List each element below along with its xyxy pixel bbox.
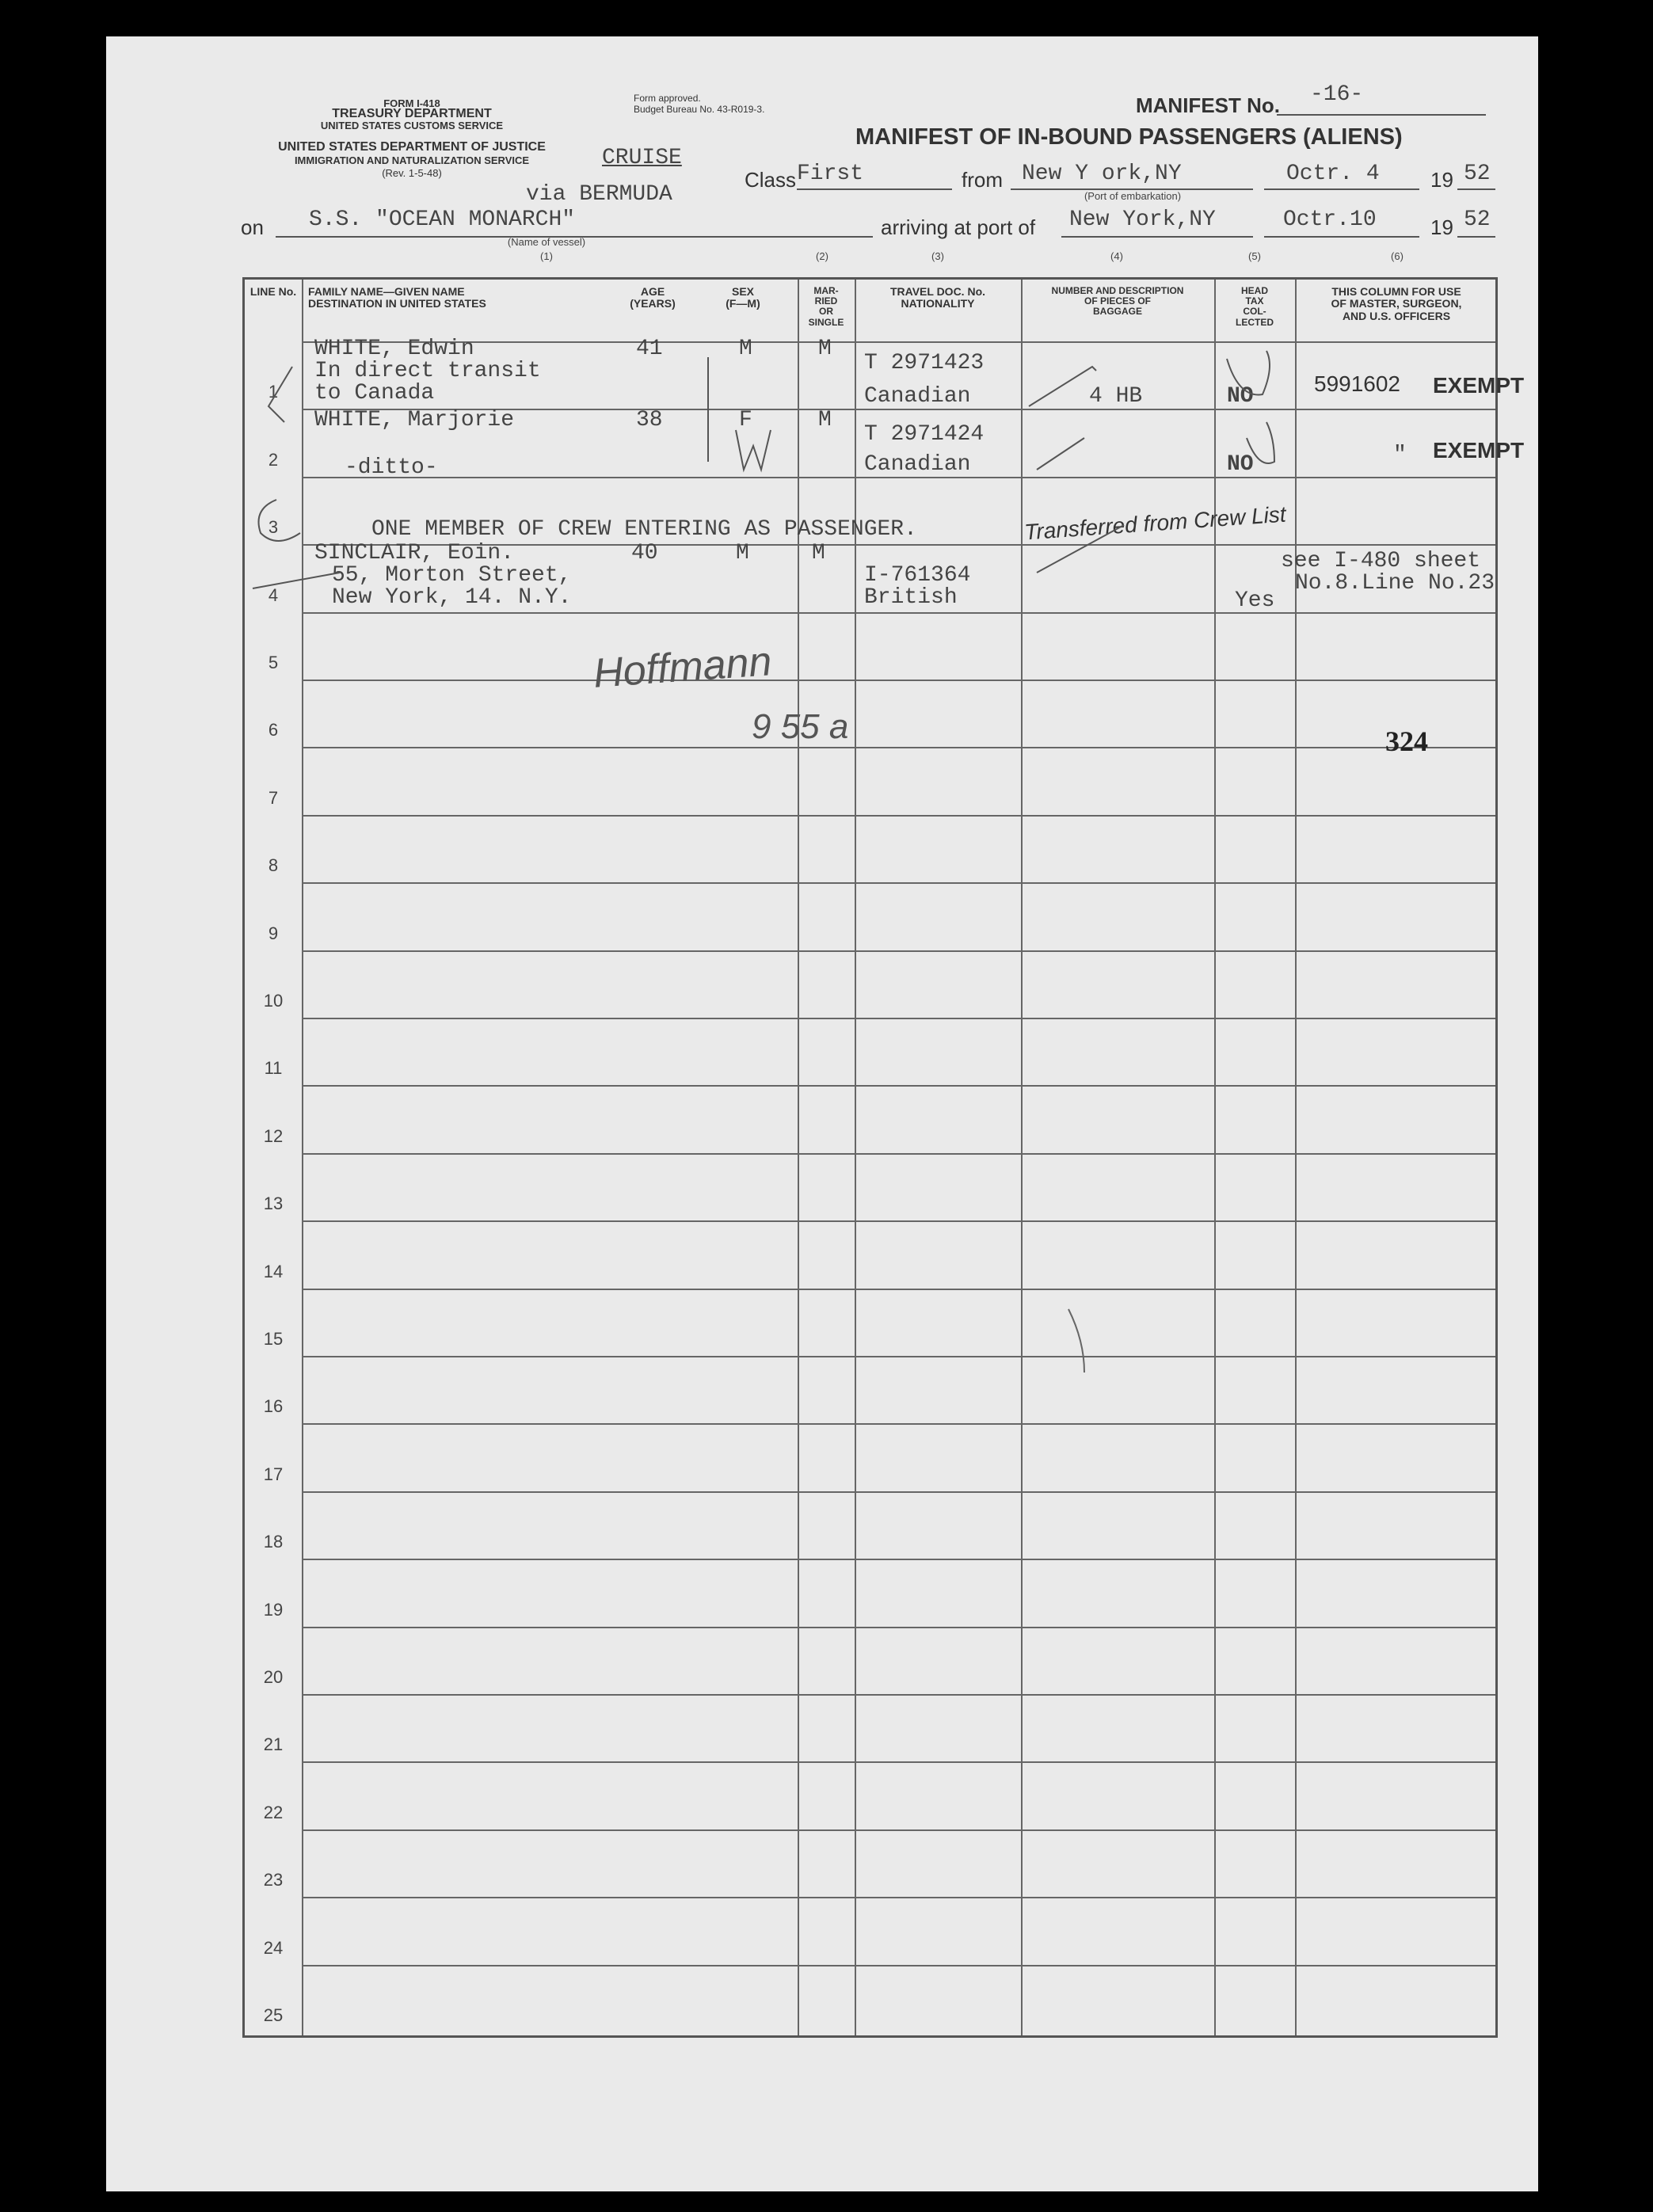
row-number: 8 [268,855,279,876]
col-divider [855,280,856,2035]
col-num-3: (3) [931,250,944,262]
depart-year-prefix: 19 [1430,168,1453,192]
p4-married: M [812,541,825,565]
p1-sex: M [739,337,752,361]
col-num-5: (5) [1248,250,1261,262]
on-label: on [241,215,264,239]
arrival-port: New York,NY [1069,207,1216,232]
row-divider [302,950,1495,952]
p4-officer-note-2: No.8.Line No.23 [1295,571,1495,596]
p2-name: WHITE, Marjorie [314,408,515,432]
row-divider [302,1085,1495,1087]
class-line [797,188,952,190]
crew-note: ONE MEMBER OF CREW ENTERING AS PASSENGER. [371,517,917,542]
row-divider [302,1694,1495,1696]
row-number: 18 [263,1532,284,1552]
row-divider [302,477,1495,478]
customs-service: UNITED STATES CUSTOMS SERVICE [320,120,504,131]
row-divider [302,1289,1495,1290]
row-divider [302,1897,1495,1898]
col-divider [302,280,303,2035]
p4-officer-note-1: see I-480 sheet [1281,549,1481,573]
page-stamp-number: 324 [1385,725,1428,757]
row-divider [302,815,1495,817]
depart-year-line [1457,188,1495,190]
row-number: 23 [263,1870,284,1890]
p1-exempt-stamp: EXEMPT [1433,373,1525,398]
departure-year: 52 [1464,162,1491,186]
row-number: 2 [268,449,279,470]
col-num-1: (1) [540,250,553,262]
arrival-date: Octr.10 [1283,207,1377,232]
col-header-married: MAR- RIED OR SINGLE [808,285,844,328]
row-divider [302,1559,1495,1560]
revision: (Rev. 1-5-48) [382,167,442,179]
row-number: 10 [263,991,284,1011]
col-num-4: (4) [1110,250,1123,262]
col-header-travel-doc: TRAVEL DOC. No. NATIONALITY [889,285,986,310]
p1-baggage: 4 HB [1089,384,1143,409]
p1-married: M [818,337,832,361]
p1-nationality: Canadian [864,384,971,409]
officer-signature: Hoffmann [592,638,774,697]
row-divider [302,341,1495,343]
p4-address-1: 55, Morton Street, [332,563,572,588]
row-number: 17 [263,1464,284,1484]
signature-time: 9 55 a [752,707,849,746]
arrival-year: 52 [1464,207,1491,232]
col-num-2: (2) [816,250,828,262]
passenger-table [242,277,1525,2038]
col-divider [1214,280,1216,2035]
via-route: via BERMUDA [526,182,672,207]
arrival-year-line [1457,236,1495,238]
col-header-age: AGE (YEARS) [630,285,676,310]
approval-note: Form approved. [634,93,701,104]
row-divider [302,1356,1495,1357]
ins-service: IMMIGRATION AND NATURALIZATION SERVICE [294,154,530,166]
manifest-no-line [1277,114,1486,116]
row-number: 14 [263,1261,284,1281]
row-number: 7 [268,787,279,808]
row-divider [302,747,1495,748]
p4-name: SINCLAIR, Eoin. [314,541,515,565]
col-num-6: (6) [1391,250,1404,262]
row-number: 25 [263,2005,284,2025]
class-value: First [797,162,864,186]
sex-w-mark [736,430,771,470]
baggage-check-1 [1029,367,1096,406]
p2-head-tax: NO [1227,452,1254,477]
col-header-line: LINE No. [249,285,297,298]
col-divider [1295,280,1297,2035]
row-divider [302,1829,1495,1831]
row-number: 13 [263,1194,284,1214]
row-divider [302,1153,1495,1155]
arrival-year-prefix: 19 [1430,215,1453,239]
p4-address-2: New York, 14. N.Y. [332,585,572,610]
row-number: 1 [268,382,279,402]
col-divider [1021,280,1023,2035]
p2-exempt-stamp: EXEMPT [1433,438,1525,463]
row-divider [302,1965,1495,1966]
p1-name: WHITE, Edwin [314,337,474,361]
row-number: 19 [263,1599,284,1620]
class-label: Class [745,168,797,192]
row-number: 5 [268,653,279,672]
form-number: FORM I-418 [383,97,440,109]
row-number: 6 [268,720,279,741]
manifest-label: MANIFEST No. [1136,93,1280,117]
arrival-port-line [1061,236,1253,238]
embarkation-port: New Y ork,NY [1022,162,1182,186]
p2-travel-doc: T 2971424 [864,422,985,447]
from-label: from [962,168,1003,192]
baggage-check-2 [1037,438,1084,470]
arrival-date-line [1264,236,1419,238]
row-divider [302,1761,1495,1763]
budget-bureau: Budget Bureau No. 43-R019-3. [634,104,765,115]
row-divider [302,1018,1495,1019]
vessel-note: (Name of vessel) [507,236,586,248]
treasury-dept: TREASURY DEPARTMENT [332,107,492,120]
row-number: 4 [268,584,279,605]
row-number: 20 [263,1667,284,1687]
p2-married: M [818,408,832,432]
row-number: 22 [263,1802,284,1822]
p1-head-tax: NO [1227,384,1254,409]
justice-dept: UNITED STATES DEPARTMENT OF JUSTICE [278,140,546,154]
row-divider [302,1627,1495,1628]
row-number: 11 [264,1058,283,1079]
row-divider [302,612,1495,614]
p1-destination-1: In direct transit [314,359,541,383]
arriving-label: arriving at port of [881,215,1036,239]
row-number: 24 [263,1937,284,1958]
row-number: 16 [263,1396,284,1417]
p2-destination: -ditto- [345,455,438,480]
depart-date-line [1264,188,1419,190]
vessel-name: S.S. "OCEAN MONARCH" [309,207,576,232]
p2-sex: F [739,408,752,432]
row-divider [302,1491,1495,1493]
row-number: 9 [268,923,279,943]
manifest-number: -16- [1310,82,1364,107]
p1-destination-2: to Canada [314,381,435,405]
col-header-officers: THIS COLUMN FOR USE OF MASTER, SURGEON, AND U.S. OFFICERS [1331,285,1462,322]
p1-travel-doc: T 2971423 [864,351,985,375]
p4-age: 40 [631,541,658,565]
col-header-sex: SEX (F—M) [726,285,760,310]
p1-officer-number: 5991602 [1314,371,1401,396]
p2-nationality: Canadian [864,452,971,477]
col-header-baggage: NUMBER AND DESCRIPTION OF PIECES OF BAGGAGE [1051,285,1184,318]
departure-date: Octr. 4 [1286,162,1380,186]
row-number: 12 [263,1125,284,1146]
p4-travel-doc: I-761364 [864,563,971,588]
stray-mark [1068,1309,1084,1373]
col-header-head-tax: HEAD TAX COL- LECTED [1236,285,1274,328]
manifest-title: MANIFEST OF IN-BOUND PASSENGERS (ALIENS) [855,124,1403,150]
port-note: (Port of embarkation) [1084,190,1182,202]
row-divider [302,1423,1495,1425]
row-number: 15 [263,1329,284,1349]
row-divider [302,680,1495,681]
p4-nationality: British [864,585,958,610]
p2-age: 38 [636,408,663,432]
col-divider [798,280,799,2035]
row-number: 3 [268,517,279,538]
p1-age: 41 [636,337,663,361]
crew-handwritten-note: Transferred from Crew List [1023,501,1287,545]
p2-officer-ditto: " [1393,443,1407,467]
row-number: 21 [263,1734,284,1755]
row-divider [302,882,1495,884]
row-divider [302,1220,1495,1222]
p4-sex: M [736,541,749,565]
cruise-label: CRUISE [602,146,682,170]
col-header-name: FAMILY NAME—GIVEN NAME DESTINATION IN UNITED STATES [308,285,486,310]
p4-head-tax: Yes [1235,588,1275,613]
